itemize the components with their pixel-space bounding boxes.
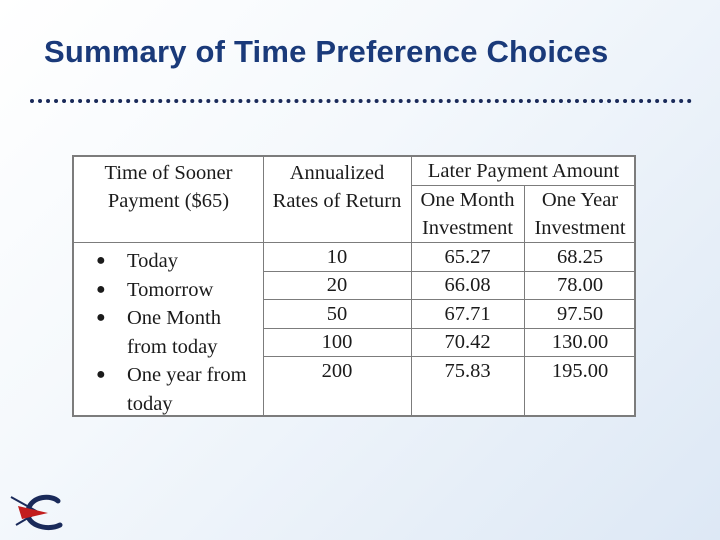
choice-label: One Month xyxy=(127,307,221,329)
choice-item xyxy=(96,247,247,276)
rate-cell: 20 xyxy=(326,274,348,296)
header-rates-line1: Annualized xyxy=(289,162,385,184)
header-sooner-line2: Payment ($65) xyxy=(107,190,230,212)
choice-item xyxy=(96,304,247,361)
header-one-month xyxy=(411,186,524,242)
rate-cell: 10 xyxy=(326,246,348,268)
bullet-icon: ● xyxy=(96,366,106,383)
rate-cell: 100 xyxy=(321,331,353,353)
choice-label: One year from xyxy=(127,364,247,386)
year-cell: 68.25 xyxy=(556,246,604,268)
time-preference-table xyxy=(72,155,636,417)
slide-title: Summary of Time Preference Choices xyxy=(44,34,609,69)
header-sooner-payment xyxy=(74,159,263,215)
company-logo-icon xyxy=(8,492,68,534)
rate-cell: 50 xyxy=(326,303,348,325)
choice-label: Tomorrow xyxy=(127,278,214,301)
header-month-line1: One Month xyxy=(420,189,515,211)
sooner-payment-choices xyxy=(96,247,247,418)
month-cell: 70.42 xyxy=(444,331,491,353)
header-one-year xyxy=(524,186,636,242)
year-cell: 97.50 xyxy=(556,303,604,325)
bullet-icon: ● xyxy=(96,252,106,269)
year-cell: 78.00 xyxy=(556,274,604,296)
month-cell: 67.71 xyxy=(444,303,491,325)
header-sooner-line1: Time of Sooner xyxy=(104,162,233,184)
title-divider xyxy=(30,99,692,103)
year-cell: 130.00 xyxy=(551,331,609,353)
header-year-line1: One Year xyxy=(541,189,619,211)
header-rates-line2: Rates of Return xyxy=(272,190,402,212)
header-annualized-rates xyxy=(263,159,411,215)
bullet-icon: ● xyxy=(96,309,106,326)
choice-label-cont: today xyxy=(127,392,173,415)
month-cell: 65.27 xyxy=(444,246,491,268)
month-cell: 66.08 xyxy=(444,274,491,296)
year-cell: 195.00 xyxy=(551,360,609,382)
choice-label-cont: from today xyxy=(127,335,218,358)
header-month-line2: Investment xyxy=(421,217,514,239)
bullet-icon: ● xyxy=(96,280,106,298)
rate-cell: 200 xyxy=(321,360,353,382)
choice-item xyxy=(96,361,247,418)
month-cell: 75.83 xyxy=(444,360,491,382)
choice-item xyxy=(96,276,247,305)
choice-label: Today xyxy=(127,250,178,272)
header-year-line2: Investment xyxy=(534,217,626,239)
header-later-payment: Later Payment Amount xyxy=(427,160,620,182)
